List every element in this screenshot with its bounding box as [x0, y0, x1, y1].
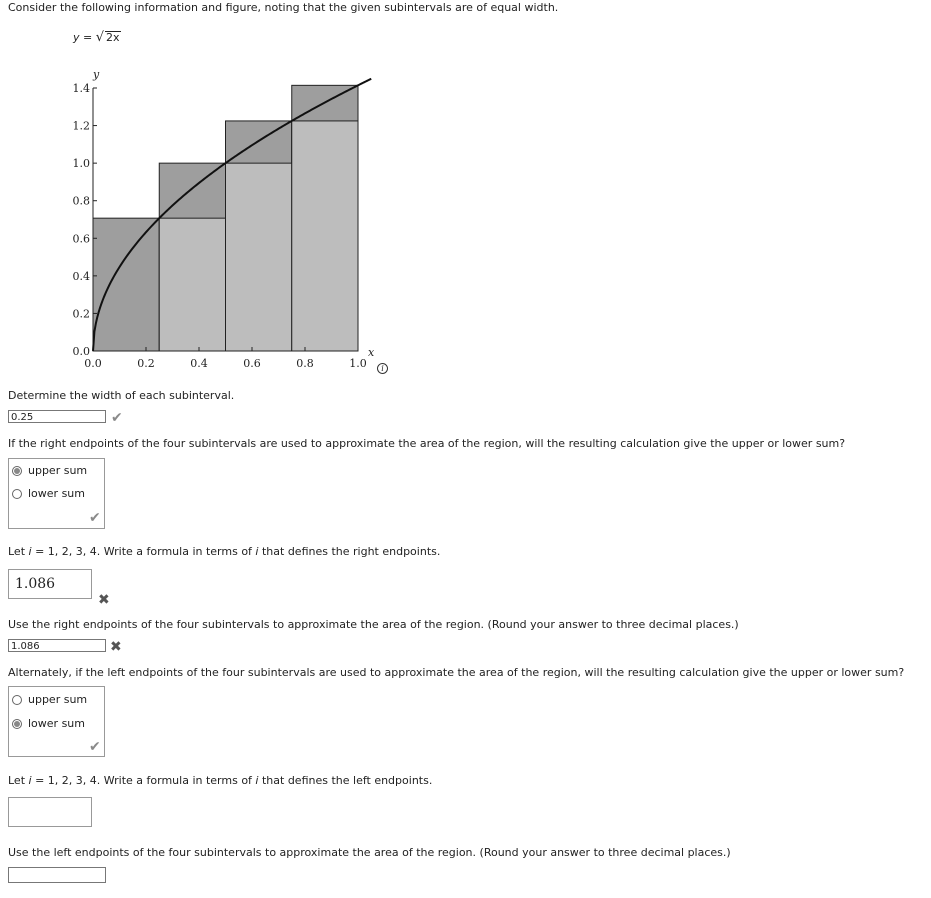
q4-answer-input[interactable]: 1.086 — [8, 639, 106, 652]
q1-answer-input[interactable]: 0.25 — [8, 410, 106, 423]
x-tick-label: 0.8 — [296, 357, 314, 370]
lower-rect-3 — [226, 163, 292, 351]
intro-text: Consider the following information and figure, noting that the given subintervals are of equal width. — [8, 1, 559, 14]
x-tick-label: 1.0 — [349, 357, 367, 370]
q2-option-upper[interactable] — [12, 464, 87, 477]
q5-prompt: Alternately, if the left endpoints of the four subintervals are used to approximate the area of the region, will the resulting calculation give the upper or lower sum? — [8, 666, 905, 679]
q2-radio-group — [8, 458, 105, 529]
riemann-sum-chart — [0, 60, 400, 380]
y-tick-label: 1.0 — [72, 157, 90, 171]
sqrt-symbol-icon: √ — [95, 30, 105, 45]
y-tick-label: 0.8 — [72, 194, 90, 208]
q7-answer-input[interactable] — [8, 867, 106, 883]
y-tick-label: 0.2 — [72, 307, 90, 321]
q5-option-upper-label: upper sum — [28, 693, 88, 706]
q2-option-lower[interactable] — [12, 487, 85, 500]
upper-rect-1 — [93, 218, 159, 351]
q4-incorrect-x-icon: ✖ — [110, 639, 122, 655]
x-axis-label: x — [368, 346, 375, 359]
q6-prompt: Let i = 1, 2, 3, 4. Write a formula in terms of i that defines the left endpoints. — [8, 774, 433, 787]
y-tick-label: 1.4 — [72, 82, 90, 95]
formula-eq: = — [83, 31, 93, 44]
y-tick-label: 0.4 — [72, 269, 90, 283]
q2-radio-lower[interactable] — [12, 489, 22, 499]
y-tick-label: 0.0 — [72, 345, 90, 358]
q7-prompt: Use the left endpoints of the four subintervals to approximate the area of the region. (Round your answer to three decimal places.) — [8, 846, 731, 859]
q3-answer-input[interactable]: 1.086 — [8, 569, 92, 599]
formula-lhs: y — [73, 31, 80, 44]
y-tick-label: 1.2 — [72, 119, 90, 133]
x-tick-label: 0.6 — [243, 357, 261, 370]
x-tick-label: 0.2 — [137, 357, 155, 370]
q3-prompt: Let i = 1, 2, 3, 4. Write a formula in terms of i that defines the right endpoints. — [8, 545, 441, 558]
q3-incorrect-x-icon: ✖ — [98, 592, 110, 608]
x-tick-label: 0.0 — [84, 357, 102, 370]
q2-correct-check-icon: ✔ — [89, 510, 101, 526]
lower-rect-4 — [292, 121, 358, 351]
x-tick-label: 0.4 — [190, 357, 208, 370]
q5-radio-group — [8, 686, 105, 757]
lower-rect-2 — [159, 218, 225, 351]
q2-option-upper-label: upper sum — [28, 464, 88, 477]
q5-option-lower[interactable] — [12, 717, 85, 730]
q2-option-lower-label: lower sum — [28, 487, 85, 500]
q5-correct-check-icon: ✔ — [89, 739, 101, 755]
y-tick-label: 0.6 — [72, 232, 90, 246]
q1-correct-check-icon: ✔ — [111, 410, 123, 426]
q2-radio-upper[interactable] — [12, 466, 22, 476]
q5-radio-lower[interactable] — [12, 719, 22, 729]
info-icon[interactable]: i — [377, 363, 388, 374]
q5-option-lower-label: lower sum — [28, 717, 85, 730]
function-formula — [73, 30, 121, 45]
q6-answer-input[interactable] — [8, 797, 92, 827]
q2-prompt: If the right endpoints of the four subintervals are used to approximate the area of the region, will the resulting calculation give the upper or lower sum? — [8, 437, 846, 450]
q4-prompt: Use the right endpoints of the four subintervals to approximate the area of the region. (Round your answer to three decimal places.) — [8, 618, 739, 631]
q5-radio-upper[interactable] — [12, 695, 22, 705]
formula-radicand: 2x — [106, 31, 120, 44]
q5-option-upper[interactable] — [12, 693, 87, 706]
y-axis-label: y — [93, 68, 100, 81]
q1-prompt: Determine the width of each subinterval. — [8, 389, 235, 402]
